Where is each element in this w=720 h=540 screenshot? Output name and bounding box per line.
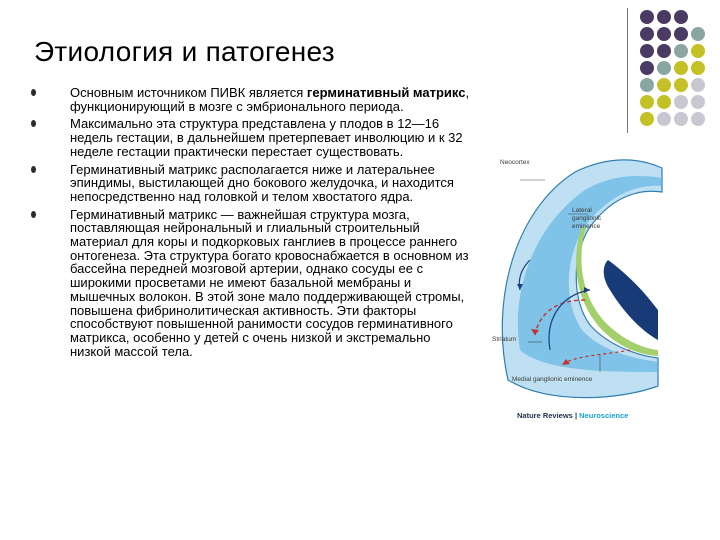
label-lateral-2: ganglionic <box>572 215 602 222</box>
bullet-item <box>70 117 470 158</box>
decorative-dot <box>640 44 654 58</box>
credit-journal: Neuroscience <box>579 411 629 420</box>
slide-title: Этиология и патогенез <box>34 36 335 67</box>
decorative-dot <box>674 95 688 109</box>
decorative-dot <box>657 10 671 24</box>
label-lateral-3: eminence <box>572 223 601 230</box>
decorative-dot <box>691 44 705 58</box>
decorative-dot <box>674 112 688 126</box>
decorative-dot <box>691 95 705 109</box>
decorative-dot <box>640 10 654 24</box>
decorative-dot <box>674 78 688 92</box>
credit-separator: | <box>572 411 580 420</box>
label-striatum: Striatum <box>492 336 517 343</box>
bullet-text: Герминативный матрикс располагается ниже и латеральнее эпиндимы, выстилающей дно бокового желудочка, и находится непосредственно над головкой и телом хвостатого ядра. <box>70 161 454 204</box>
decorative-dot <box>640 95 654 109</box>
brain-diagram <box>490 150 670 430</box>
decorative-dot <box>640 27 654 41</box>
brain-section-drawing <box>490 150 670 430</box>
bullet-text: Максимально эта структура представлена у плодов в 12—16 недель гестации, в дальнейшем претерпевает инволюцию и к 32 неделе гестации практически перестает существовать. <box>70 116 463 159</box>
decorative-dot <box>657 44 671 58</box>
lateral-ventricle <box>604 260 658 340</box>
decorative-dot <box>640 78 654 92</box>
decorative-dot <box>674 44 688 58</box>
decorative-dot <box>691 61 705 75</box>
label-neocortex: Neocortex <box>500 159 530 166</box>
bullet-text-prefix: Основным источником ПИВК является <box>70 85 307 100</box>
decorative-dot <box>657 27 671 41</box>
decorative-dot <box>657 112 671 126</box>
bullet-text-suffix: , функционирующий в мозге с эмбрионального периода. <box>70 85 470 114</box>
bullet-text: Герминативный матрикс — важнейшая структура мозга, поставляющая нейрональный и глиальный строительный материал для коры и подкорковых ганглиев в процессе раннего онтогенеза. Эта структура богато кровоснабжается в основном из бассейна передней мозговой артерии, однако сосуды ее с широкими просветами не имеют базальной мембраны и мышечных волокон. В этой зоне мало поддерживающей стромы, повышена фибринолитическая активность. Эти факторы способствуют повышенной ранимости сосудов герминативного матрикса, особенно у детей с очень низкой и экстремально низкой массой тела. <box>70 206 469 359</box>
decorative-dot <box>674 10 688 24</box>
figure-credit <box>517 411 628 420</box>
bullet-item <box>70 208 470 359</box>
decorative-dot <box>691 27 705 41</box>
decorative-dot <box>657 78 671 92</box>
decorative-dot <box>674 27 688 41</box>
bullet-list <box>70 86 470 362</box>
decorative-dot <box>691 78 705 92</box>
decorative-dot <box>640 112 654 126</box>
decorative-divider <box>627 8 628 133</box>
decorative-dot <box>657 95 671 109</box>
decorative-dot <box>657 61 671 75</box>
bullet-item <box>70 163 470 204</box>
bullet-item <box>70 86 470 113</box>
label-medial-ge: Medial ganglionic eminence <box>512 376 593 383</box>
decorative-dot <box>691 112 705 126</box>
decorative-dot <box>674 61 688 75</box>
decorative-dot <box>640 61 654 75</box>
credit-publisher: Nature Reviews <box>517 411 573 420</box>
bullet-text-bold: герминативный матрикс <box>306 85 466 100</box>
label-lateral-1: Lateral <box>572 207 592 214</box>
